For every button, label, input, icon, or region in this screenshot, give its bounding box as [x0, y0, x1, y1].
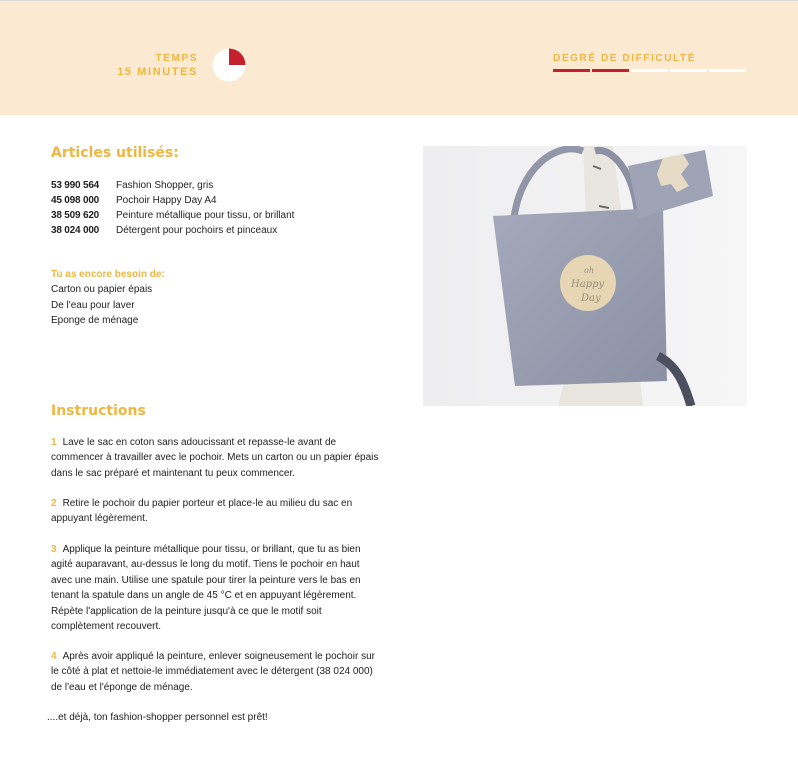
article-row: [51, 208, 371, 223]
article-number: 38 024 000: [51, 225, 100, 236]
needs-title: Tu as encore besoin de:: [51, 269, 165, 280]
articles-list: [51, 178, 371, 238]
stencil-text: oh: [584, 266, 594, 275]
step-text: Lave le sac en coton sans adoucissant et repasse-le avant de commencer à travailler avec le pochoir. Mets un carton ou un papier épais dans le sac préparé et maintenant tu peux commencer.: [51, 437, 379, 479]
articles-title: Articles utilisés:: [51, 145, 179, 161]
article-number: 38 509 620: [51, 210, 100, 221]
article-row: [51, 193, 371, 208]
closing-text: ....et déjà, ton fashion-shopper personnel est prêt!: [47, 712, 268, 723]
time-value: 15 MINUTES: [117, 66, 198, 78]
difficulty-bar: [631, 69, 668, 72]
difficulty-info: [553, 53, 747, 65]
instruction-step: [51, 496, 381, 527]
clock-icon: [212, 48, 246, 82]
article-row: [51, 178, 371, 193]
product-photo: [423, 146, 747, 406]
needs-section: [51, 268, 371, 329]
instruction-step: [51, 435, 381, 481]
clock-time-wedge: [229, 49, 246, 66]
difficulty-meter: [553, 69, 747, 72]
article-row: [51, 223, 371, 238]
article-name: Pochoir Happy Day A4: [116, 195, 217, 206]
difficulty-label: DEGRÉ DE DIFFICULTÉ: [553, 53, 696, 64]
needs-item: Eponge de ménage: [51, 315, 139, 326]
needs-item: Carton ou papier épais: [51, 284, 153, 295]
time-info: [100, 52, 198, 79]
instruction-step: [51, 542, 381, 634]
article-number: 53 990 564: [51, 180, 100, 191]
difficulty-bar: [670, 69, 707, 72]
step-number: 1: [51, 437, 57, 448]
time-label: TEMPS: [155, 53, 198, 64]
stencil-text: Day: [581, 293, 601, 304]
difficulty-bar: [553, 69, 590, 72]
difficulty-bar: [709, 69, 746, 72]
article-name: Fashion Shopper, gris: [116, 180, 214, 191]
article-number: 45 098 000: [51, 195, 100, 206]
step-number: 2: [51, 498, 57, 509]
article-name: Détergent pour pochoirs et pinceaux: [116, 225, 278, 236]
needs-item: De l'eau pour laver: [51, 299, 135, 311]
article-name: Peinture métallique pour tissu, or brillant: [116, 210, 295, 221]
step-number: 3: [51, 544, 57, 555]
instruction-step: [51, 649, 381, 695]
difficulty-bar: [592, 69, 629, 72]
stencil-text: Happy: [571, 279, 605, 290]
step-number: 4: [51, 651, 57, 662]
instructions-title: Instructions: [51, 403, 146, 419]
step-text: Après avoir appliqué la peinture, enlever soigneusement le pochoir sur le côté à plat et nettoie-le immédiatement avec le détergent (38 024 000) de l'eau et l'éponge de ménage.: [51, 651, 375, 693]
step-text: Applique la peinture métallique pour tissu, or brillant, que tu as bien agité auparavant, au-dessus le long du motif. Tiens le pochoir en haut avec une main. Utilise une spatule pour tirer la peinture vers le bas en tenant la spatule dans un angle de 45 °C et en appuyant légèrement. Répète l'application de la peinture jusqu'à ce que le motif soit complètement recouvert.: [51, 544, 361, 633]
step-text: Retire le pochoir du papier porteur et place-le au milieu du sac en appuyant légèrement.: [51, 498, 353, 525]
tote-bag-image: [423, 146, 747, 406]
